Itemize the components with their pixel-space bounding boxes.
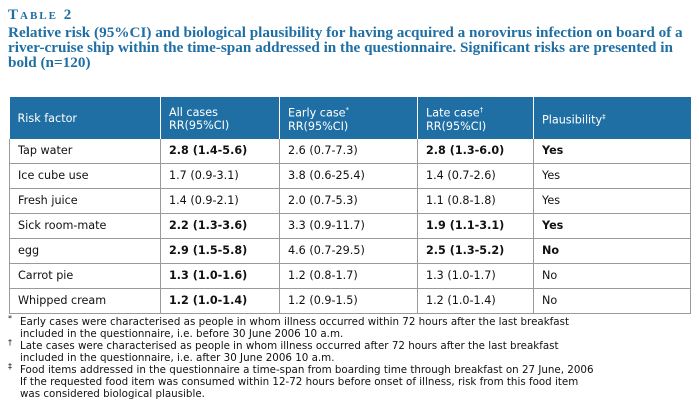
column-header-title: Early case (288, 106, 346, 120)
table-number: Table 2 (8, 7, 74, 23)
column-header-4 (534, 97, 691, 139)
cell-factor: Whipped cream (10, 289, 161, 314)
cell-plaus: No (534, 264, 691, 289)
footnote-line: Early cases were characterised as people in whom illness occurred within 72 hours after the last breakfast (20, 316, 570, 328)
cell-late: 1.2 (1.0-1.4) (418, 289, 534, 314)
column-header-title: All cases (169, 105, 218, 119)
risk-table (9, 97, 691, 314)
table-label (8, 4, 73, 24)
footnote-line: was considered biological plausible. (20, 388, 205, 400)
cell-all: 1.3 (1.0-1.6) (161, 264, 280, 289)
cell-plaus: Yes (534, 214, 691, 239)
footnote-mark: ‡ (602, 112, 606, 121)
data-table-container (9, 97, 690, 314)
footnote-mark: † (479, 106, 484, 115)
footnote (8, 340, 692, 364)
cell-plaus: No (534, 239, 691, 264)
header-row (10, 97, 691, 139)
footnote-mark: * (345, 106, 350, 115)
footnote-line: included in the questionnaire, i.e. after 30 June 2006 10 a.m. (20, 352, 335, 364)
cell-early: 1.2 (0.9-1.5) (280, 289, 418, 314)
cell-all: 2.2 (1.3-3.6) (161, 214, 280, 239)
table-row (10, 139, 691, 164)
column-header-2 (280, 97, 418, 139)
cell-late: 1.9 (1.1-3.1) (418, 214, 534, 239)
footnote-mark: * (8, 314, 12, 323)
footnote-line: If the requested food item was consumed within 12-72 hours before onset of illness, risk from this food item (20, 376, 579, 388)
footnote-mark: ‡ (8, 362, 12, 371)
footnote (8, 364, 692, 400)
column-header-title: Risk factor (17, 112, 78, 125)
cell-early: 1.2 (0.8-1.7) (280, 264, 418, 289)
table-row (10, 239, 691, 264)
cell-factor: Sick room-mate (10, 214, 161, 239)
table-row (10, 214, 691, 239)
footnote-line: Food items addressed in the questionnaire a time-span from boarding time through breakfast on 27 June, 2006 (20, 364, 594, 376)
cell-factor: Ice cube use (10, 164, 161, 189)
footnote-line: included in the questionnaire, i.e. before 30 June 2006 10 a.m. (20, 328, 344, 340)
column-header-1 (161, 97, 280, 139)
table-body (10, 139, 691, 314)
cell-late: 1.3 (1.0-1.7) (418, 264, 534, 289)
cell-early: 3.3 (0.9-11.7) (280, 214, 418, 239)
cell-factor: Carrot pie (10, 264, 161, 289)
cell-late: 2.8 (1.3-6.0) (418, 139, 534, 164)
table-caption: Relative risk (95%CI) and biological plausibility for having acquired a norovirus infection on board of a river-cruise ship within the time-span addressed in the questionnaire. Significant risks are presented in bold (n=120) (8, 24, 683, 71)
cell-plaus: Yes (534, 189, 691, 214)
cell-all: 1.7 (0.9-3.1) (161, 164, 280, 189)
cell-early: 2.6 (0.7-7.3) (280, 139, 418, 164)
cell-plaus: Yes (534, 164, 691, 189)
column-header-subtitle: RR(95%CI) (169, 118, 230, 132)
cell-factor: Fresh juice (10, 189, 161, 214)
column-header-0 (10, 97, 161, 139)
column-header-title: Late case (426, 106, 480, 120)
column-header-3 (418, 97, 534, 139)
cell-early: 2.0 (0.7-5.3) (280, 189, 418, 214)
cell-early: 3.8 (0.6-25.4) (280, 164, 418, 189)
footnote (8, 316, 692, 340)
cell-late: 2.5 (1.3-5.2) (418, 239, 534, 264)
cell-all: 1.4 (0.9-2.1) (161, 189, 280, 214)
column-header-title: Plausibility (542, 113, 603, 127)
column-header-subtitle: RR(95%CI) (426, 119, 487, 133)
table-row (10, 289, 691, 314)
cell-plaus: Yes (534, 139, 691, 164)
table-row (10, 189, 691, 214)
cell-all: 2.9 (1.5-5.8) (161, 239, 280, 264)
cell-factor: Tap water (10, 139, 161, 164)
cell-early: 4.6 (0.7-29.5) (280, 239, 418, 264)
table-row (10, 164, 691, 189)
cell-late: 1.4 (0.7-2.6) (418, 164, 534, 189)
footnotes (8, 316, 692, 400)
cell-all: 2.8 (1.4-5.6) (161, 139, 280, 164)
footnote-mark: † (8, 338, 12, 347)
cell-late: 1.1 (0.8-1.8) (418, 189, 534, 214)
cell-plaus: No (534, 289, 691, 314)
cell-all: 1.2 (1.0-1.4) (161, 289, 280, 314)
table-row (10, 264, 691, 289)
cell-factor: egg (10, 239, 161, 264)
footnote-line: Late cases were characterised as people in whom illness occurred after 72 hours after the last breakfast (20, 340, 559, 352)
column-header-subtitle: RR(95%CI) (288, 119, 349, 133)
